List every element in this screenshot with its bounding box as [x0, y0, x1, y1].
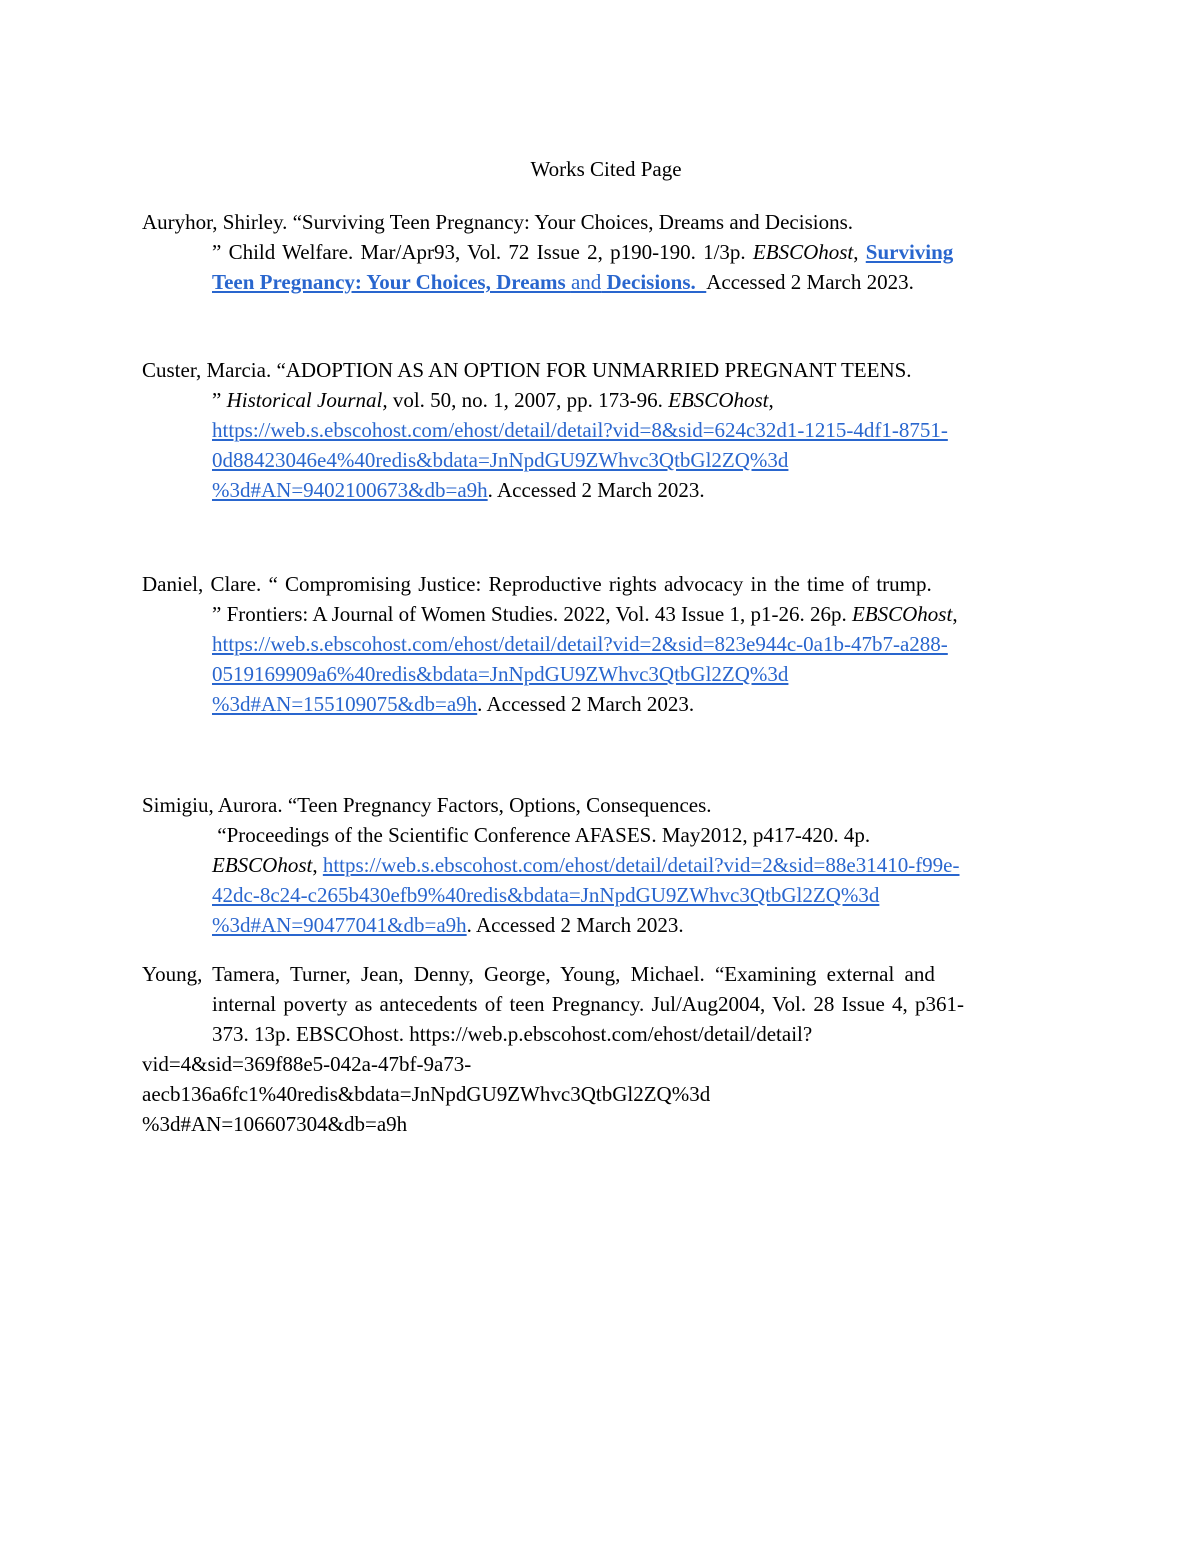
citation-text: EBSCOhost — [212, 853, 313, 877]
citation-line — [142, 1109, 1070, 1139]
citation-entry-5 — [142, 959, 1070, 1139]
citation-text: aecb136a6fc1%40redis&bdata=JnNpdGU9ZWhvc3QtbGl2ZQ%3d — [142, 1082, 711, 1106]
citation-entry-1 — [142, 207, 1070, 297]
citation-text: , — [768, 388, 774, 412]
citation-text: Young, Tamera, Turner, Jean, Denny, George, Young, Michael. “Examining external and — [142, 962, 935, 986]
citation-text: “Proceedings of the Scientific Conference AFASES. May2012, p417-420. 4p. — [212, 823, 871, 847]
citation-link[interactable]: 42dc-8c24-c265b430efb9%40redis&bdata=JnNpdGU9ZWhvc3QtbGl2ZQ%3d — [212, 883, 880, 907]
citation-text: , — [312, 853, 323, 877]
citation-text: vid=4&sid=369f88e5-042a-47bf-9a73- — [142, 1052, 472, 1076]
citation-line — [142, 989, 1070, 1019]
citation-list — [142, 207, 1070, 1139]
citation-line — [142, 1079, 1070, 1109]
citation-text: EBSCOhost — [752, 240, 854, 264]
citation-link[interactable]: https://web.s.ebscohost.com/ehost/detail/detail?vid=8&sid=624c32d1-1215-4df1-8751- — [212, 418, 948, 442]
citation-line — [142, 385, 1070, 415]
citation-text: . Accessed 2 March 2023. — [466, 913, 684, 937]
citation-entry-2 — [142, 355, 1070, 505]
citation-text: Historical Journal, — [226, 388, 388, 412]
citation-text: . Accessed 2 March 2023. — [477, 692, 695, 716]
citation-line — [142, 355, 1070, 385]
citation-text: ” Child Welfare. Mar/Apr93, Vol. 72 Issue 2, p190-190. 1/3p. — [212, 240, 753, 264]
citation-text: 373. 13p. EBSCOhost. https://web.p.ebscohost.com/ehost/detail/detail? — [212, 1022, 813, 1046]
citation-text: , — [853, 240, 866, 264]
citation-link[interactable]: 0519169909a6%40redis&bdata=JnNpdGU9ZWhvc3QtbGl2ZQ%3d — [212, 662, 789, 686]
citation-text: ” Frontiers: A Journal of Women Studies. 2022, Vol. 43 Issue 1, p1-26. 26p. — [212, 602, 852, 626]
citation-line — [142, 267, 1070, 297]
citation-text: Auryhor, Shirley. “Surviving Teen Pregnancy: Your Choices, Dreams and Decisions. — [142, 210, 853, 234]
citation-text: Daniel, Clare. “ Compromising Justice: Reproductive rights advocacy in the time of trump. — [142, 572, 932, 596]
citation-link[interactable]: and — [570, 270, 602, 294]
citation-text: internal poverty as antecedents of teen Pregnancy. Jul/Aug2004, Vol. 28 Issue 4, p361- — [212, 992, 965, 1016]
citation-text: , — [952, 602, 958, 626]
citation-link[interactable]: https://web.s.ebscohost.com/ehost/detail/detail?vid=2&sid=823e944c-0a1b-47b7-a288- — [212, 632, 948, 656]
citation-line — [142, 207, 1070, 237]
citation-text: Simigiu, Aurora. “Teen Pregnancy Factors, Options, Consequences. — [142, 793, 712, 817]
citation-line — [142, 910, 1070, 940]
citation-line — [142, 599, 1070, 629]
citation-line — [142, 820, 1070, 850]
citation-link[interactable]: %3d#AN=155109075&db=a9h — [212, 692, 478, 716]
citation-text: EBSCOhost — [851, 602, 953, 626]
citation-line — [142, 475, 1070, 505]
citation-line — [142, 237, 1070, 267]
citation-link[interactable]: %3d#AN=90477041&db=a9h — [212, 913, 467, 937]
citation-link[interactable]: https://web.s.ebscohost.com/ehost/detail/detail?vid=2&sid=88e31410-f99e- — [322, 853, 960, 877]
citation-entry-4 — [142, 790, 1070, 940]
citation-link[interactable]: %3d#AN=9402100673&db=a9h — [212, 478, 488, 502]
citation-link[interactable]: Surviving — [865, 240, 954, 264]
citation-line — [142, 445, 1070, 475]
citation-line — [142, 959, 1070, 989]
citation-line — [142, 689, 1070, 719]
citation-line — [142, 1049, 1070, 1079]
citation-line — [142, 569, 1070, 599]
citation-text: EBSCOhost — [668, 388, 769, 412]
citation-link[interactable]: Teen Pregnancy: Your Choices, Dreams — [212, 270, 571, 294]
citation-line — [142, 880, 1070, 910]
page-title: Works Cited Page — [530, 157, 682, 181]
citation-text: vol. 50, no. 1, 2007, pp. 173-96. — [387, 388, 669, 412]
citation-text: . Accessed 2 March 2023. — [487, 478, 705, 502]
citation-text: Accessed 2 March 2023. — [706, 270, 914, 294]
citation-entry-3 — [142, 569, 1070, 719]
citation-text: Custer, Marcia. “ADOPTION AS AN OPTION FOR UNMARRIED PREGNANT TEENS. — [142, 358, 912, 382]
citation-line — [142, 1019, 1070, 1049]
citation-line — [142, 659, 1070, 689]
citation-line — [142, 629, 1070, 659]
citation-line — [142, 415, 1070, 445]
citation-link[interactable]: 0d88423046e4%40redis&bdata=JnNpdGU9ZWhvc3QtbGl2ZQ%3d — [212, 448, 789, 472]
citation-line — [142, 790, 1070, 820]
citation-text: ” — [212, 388, 227, 412]
citation-text: %3d#AN=106607304&db=a9h — [142, 1112, 408, 1136]
citation-link[interactable]: Decisions. — [601, 270, 707, 294]
citation-line — [142, 850, 1070, 880]
